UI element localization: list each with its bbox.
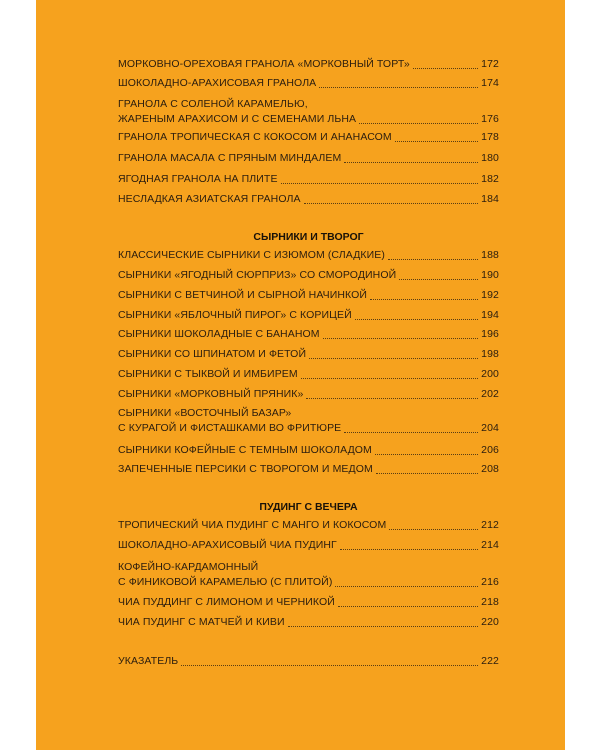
- toc-entry-title: ШОКОЛАДНО-АРАХИСОВАЯ ГРАНОЛА: [118, 77, 317, 89]
- page-number: 214: [481, 539, 499, 551]
- dot-leader: [319, 86, 478, 88]
- toc-entry[interactable]: [118, 248, 499, 263]
- dot-leader: [304, 202, 479, 204]
- page-number: 184: [481, 193, 499, 205]
- toc-entry-title: ЧИА ПУДИНГ С МАТЧЕЙ И КИВИ: [118, 616, 285, 628]
- toc-entry[interactable]: [118, 443, 499, 458]
- toc-entry[interactable]: [118, 654, 499, 669]
- toc-entry-title: НЕСЛАДКАЯ АЗИАТСКАЯ ГРАНОЛА: [118, 193, 301, 205]
- dot-leader: [338, 605, 478, 607]
- dot-leader: [376, 472, 478, 474]
- toc-entry-title: ЧИА ПУДДИНГ С ЛИМОНОМ И ЧЕРНИКОЙ: [118, 596, 335, 608]
- toc-entry-title-line: КОФЕЙНО-КАРДАМОННЫЙ: [118, 561, 259, 573]
- toc-entry[interactable]: [118, 57, 499, 72]
- page-number: 196: [481, 328, 499, 340]
- dot-leader: [359, 122, 478, 124]
- page-number: 190: [481, 269, 499, 281]
- toc-entry-title: ШОКОЛАДНО-АРАХИСОВЫЙ ЧИА ПУДИНГ: [118, 539, 337, 551]
- dot-leader: [355, 318, 478, 320]
- toc-entry-title: СЫРНИКИ «ЯГОДНЫЙ СЮРПРИЗ» СО СМОРОДИНОЙ: [118, 269, 397, 281]
- page-number: 182: [481, 173, 499, 185]
- toc-entry[interactable]: [118, 347, 499, 362]
- page-number: 200: [481, 368, 499, 380]
- dot-leader: [370, 298, 478, 300]
- toc-entry[interactable]: [118, 192, 499, 207]
- toc-entry-title: ЯГОДНАЯ ГРАНОЛА НА ПЛИТЕ: [118, 173, 278, 185]
- dot-leader: [340, 548, 478, 550]
- page-number: 178: [481, 131, 499, 143]
- toc-entry-title: СЫРНИКИ «ЯБЛОЧНЫЙ ПИРОГ» С КОРИЦЕЙ: [118, 309, 352, 321]
- dot-leader: [399, 278, 478, 280]
- page-number: 208: [481, 463, 499, 475]
- page-number: 212: [481, 519, 499, 531]
- toc-entry-title: ГРАНОЛА ТРОПИЧЕСКАЯ С КОКОСОМ И АНАНАСОМ: [118, 131, 392, 143]
- dot-leader: [413, 67, 478, 69]
- dot-leader: [344, 161, 478, 163]
- page-number: 202: [481, 388, 499, 400]
- page-number: 176: [481, 113, 499, 125]
- toc-entry[interactable]: [118, 367, 499, 382]
- dot-leader: [281, 182, 479, 184]
- page-number: 206: [481, 444, 499, 456]
- page-number: 220: [481, 616, 499, 628]
- toc-entry-title-line: СЫРНИКИ «ВОСТОЧНЫЙ БАЗАР»: [118, 407, 292, 419]
- dot-leader: [344, 431, 478, 433]
- page-number: 204: [481, 422, 499, 434]
- dot-leader: [323, 337, 479, 339]
- page-number: 192: [481, 289, 499, 301]
- toc-entry-title-line: ГРАНОЛА С СОЛЕНОЙ КАРАМЕЛЬЮ,: [118, 98, 308, 110]
- toc-entry[interactable]: [118, 462, 499, 477]
- toc-page: [36, 0, 565, 750]
- toc-entry[interactable]: [118, 560, 499, 590]
- dot-leader: [395, 140, 478, 142]
- page-number: 174: [481, 77, 499, 89]
- dot-leader: [181, 664, 478, 666]
- toc-entry[interactable]: [118, 595, 499, 610]
- toc-entry-title: ЖАРЕНЫМ АРАХИСОМ И С СЕМЕНАМИ ЛЬНА: [118, 113, 357, 125]
- toc-entry[interactable]: [118, 172, 499, 187]
- dot-leader: [335, 585, 478, 587]
- toc-entry[interactable]: [118, 268, 499, 283]
- toc-entry-title: ЗАПЕЧЕННЫЕ ПЕРСИКИ С ТВОРОГОМ И МЕДОМ: [118, 463, 373, 475]
- toc-entry[interactable]: [118, 76, 499, 91]
- page-number: 222: [481, 655, 499, 667]
- dot-leader: [301, 377, 478, 379]
- page-number: 216: [481, 576, 499, 588]
- toc-entry[interactable]: [118, 130, 499, 145]
- toc-entry[interactable]: [118, 615, 499, 630]
- toc-entry-title: ГРАНОЛА МАСАЛА С ПРЯНЫМ МИНДАЛЕМ: [118, 152, 342, 164]
- toc-entry[interactable]: [118, 518, 499, 533]
- toc-entry-title: УКАЗАТЕЛЬ: [118, 655, 179, 667]
- dot-leader: [309, 357, 478, 359]
- toc-entry-title: ТРОПИЧЕСКИЙ ЧИА ПУДИНГ С МАНГО И КОКОСОМ: [118, 519, 387, 531]
- toc-entry-title: С ФИНИКОВОЙ КАРАМЕЛЬЮ (С ПЛИТОЙ): [118, 576, 333, 588]
- dot-leader: [288, 625, 479, 627]
- page-number: 188: [481, 249, 499, 261]
- section-heading: СЫРНИКИ И ТВОРОГ: [253, 231, 364, 243]
- toc-entry[interactable]: [118, 327, 499, 342]
- toc-entry[interactable]: [118, 97, 499, 127]
- toc-entry-title: СЫРНИКИ С ТЫКВОЙ И ИМБИРЕМ: [118, 368, 298, 380]
- page-number: 198: [481, 348, 499, 360]
- toc-entry-title: С КУРАГОЙ И ФИСТАШКАМИ ВО ФРИТЮРЕ: [118, 422, 342, 434]
- dot-leader: [389, 528, 478, 530]
- toc-entry[interactable]: [118, 538, 499, 553]
- dot-leader: [388, 258, 478, 260]
- page-number: 218: [481, 596, 499, 608]
- toc-entry[interactable]: [118, 151, 499, 166]
- toc-entry[interactable]: [118, 387, 499, 402]
- toc-entry[interactable]: [118, 308, 499, 323]
- page-number: 172: [481, 58, 499, 70]
- toc-entry-title: КЛАССИЧЕСКИЕ СЫРНИКИ С ИЗЮМОМ (СЛАДКИЕ): [118, 249, 385, 261]
- toc-entry[interactable]: [118, 288, 499, 303]
- page-number: 180: [481, 152, 499, 164]
- toc-entry-title: СЫРНИКИ КОФЕЙНЫЕ С ТЕМНЫМ ШОКОЛАДОМ: [118, 444, 372, 456]
- toc-entry-title: СЫРНИКИ «МОРКОВНЫЙ ПРЯНИК»: [118, 388, 304, 400]
- toc-entry-title: СЫРНИКИ С ВЕТЧИНОЙ И СЫРНОЙ НАЧИНКОЙ: [118, 289, 368, 301]
- toc-entry-title: СЫРНИКИ СО ШПИНАТОМ И ФЕТОЙ: [118, 348, 307, 360]
- toc-entry-title: СЫРНИКИ ШОКОЛАДНЫЕ С БАНАНОМ: [118, 328, 320, 340]
- dot-leader: [375, 453, 478, 455]
- page-number: 194: [481, 309, 499, 321]
- toc-entry[interactable]: [118, 406, 499, 436]
- dot-leader: [306, 397, 478, 399]
- toc-entry-title: МОРКОВНО-ОРЕХОВАЯ ГРАНОЛА «МОРКОВНЫЙ ТОРТ»: [118, 58, 410, 70]
- section-heading: ПУДИНГ С ВЕЧЕРА: [259, 501, 358, 513]
